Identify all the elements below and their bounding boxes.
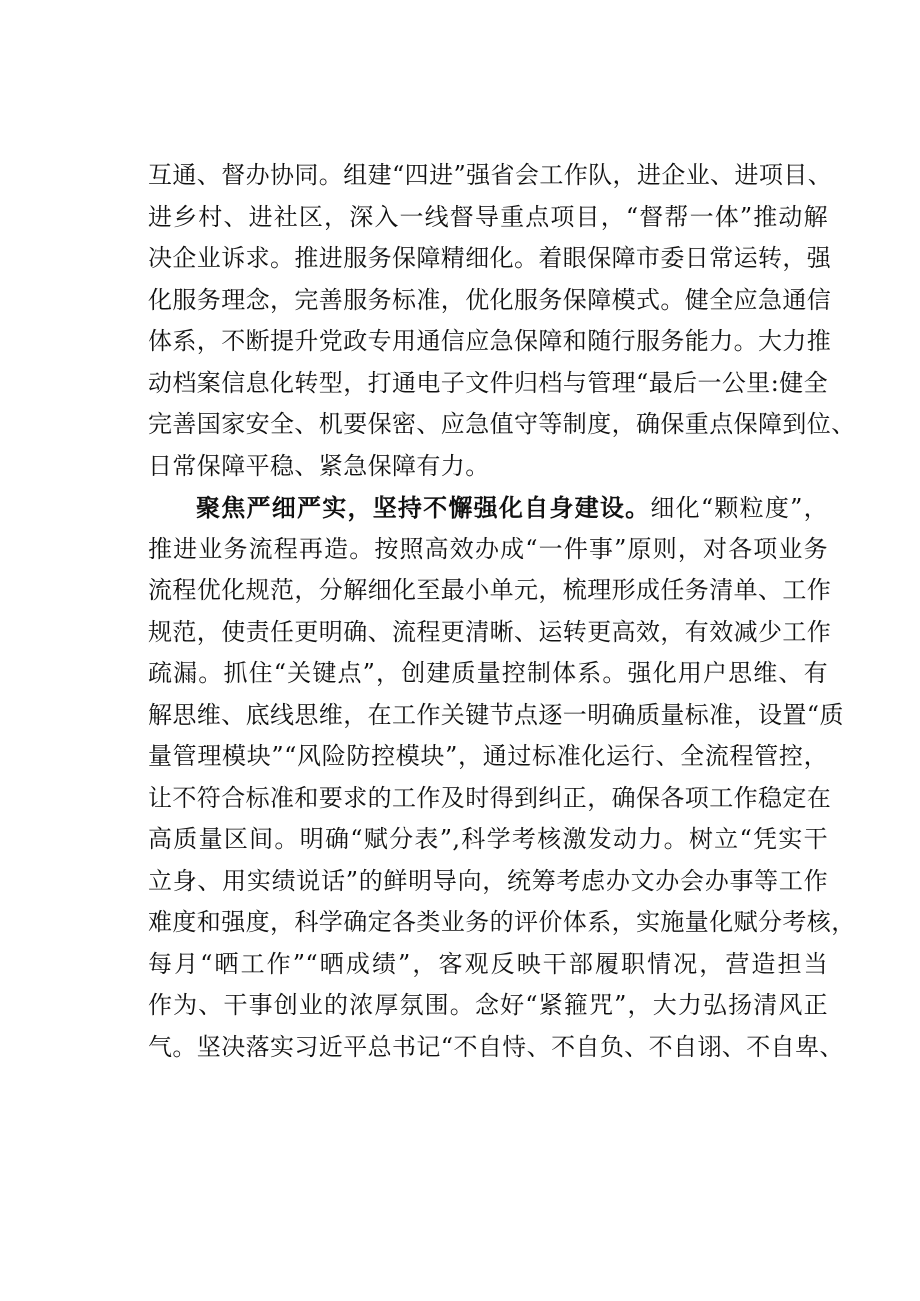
text-line: 气。坚决落实习近平总书记“不自恃、不自负、不自诩、不自卑、 bbox=[148, 1032, 844, 1061]
text-line: 化服务理念，完善服务标准，优化服务保障模式。健全应急通信 bbox=[148, 285, 832, 314]
text-line: 作为、干事创业的浓厚氛围。念好“紧箍咒”，大力弘扬清风正 bbox=[148, 991, 828, 1019]
text-line: 规范，使责任更明确、流程更清晰、运转更高效，有效减少工作 bbox=[148, 617, 832, 646]
text-line: 决企业诉求。推进服务保障精细化。着眼保障市委日常运转，强 bbox=[148, 244, 832, 272]
paragraph-2 bbox=[148, 487, 856, 1068]
text-line: 互通、督办协同。组建“四进”强省会工作队，进企业、进项目、 bbox=[148, 161, 833, 189]
text-line: 每月“晒工作”“晒成绩”，客观反映干部履职情况，营造担当 bbox=[148, 949, 828, 978]
paragraph-heading: 聚焦严细严实，坚持不懈强化自身建设。 bbox=[196, 493, 651, 522]
text-line: 体系，不断提升党政专用通信应急保障和随行服务能力。大力推 bbox=[148, 327, 832, 355]
text-line: 解思维、底线思维，在工作关键节点逐一明确质量标准，设置“质 bbox=[148, 700, 844, 729]
text-line: 进乡村、进社区，深入一线督导重点项目，“督帮一体”推动解 bbox=[148, 202, 828, 231]
text-line: 高质量区间。明确“赋分表”,科学考核激发动力。树立“凭实干 bbox=[148, 825, 828, 853]
paragraph-1 bbox=[148, 155, 856, 487]
text-line: 让不符合标准和要求的工作及时得到纠正，确保各项工作稳定在 bbox=[148, 783, 832, 812]
text-line: 日常保障平稳、紧急保障有力。 bbox=[148, 451, 490, 480]
text-line: 量管理模块”“风险防控模块”，通过标准化运行、全流程管控， bbox=[148, 742, 828, 770]
text-line: 疏漏。抓住“关键点”，创建质量控制体系。强化用户思维、有 bbox=[148, 659, 828, 687]
document-body bbox=[148, 155, 856, 1068]
paragraph-2-first-line bbox=[148, 487, 828, 529]
text-line: 难度和强度，科学确定各类业务的评价体系，实施量化赋分考核， bbox=[148, 908, 856, 936]
text-line: 流程优化规范，分解细化至最小单元，梳理形成任务清单、工作 bbox=[148, 576, 832, 604]
text-line: 推进业务流程再造。按照高效办成“一件事”原则，对各项业务 bbox=[148, 534, 828, 563]
text-line: 立身、用实绩说话”的鲜明导向，统筹考虑办文办会办事等工作 bbox=[148, 866, 828, 895]
text-line: 完善国家安全、机要保密、应急值守等制度，确保重点保障到位、 bbox=[148, 410, 856, 438]
text-line: 动档案信息化转型，打通电子文件归档与管理“最后一公里:健全 bbox=[148, 368, 828, 397]
text-fragment: 细化“颗粒度”， bbox=[650, 494, 828, 522]
